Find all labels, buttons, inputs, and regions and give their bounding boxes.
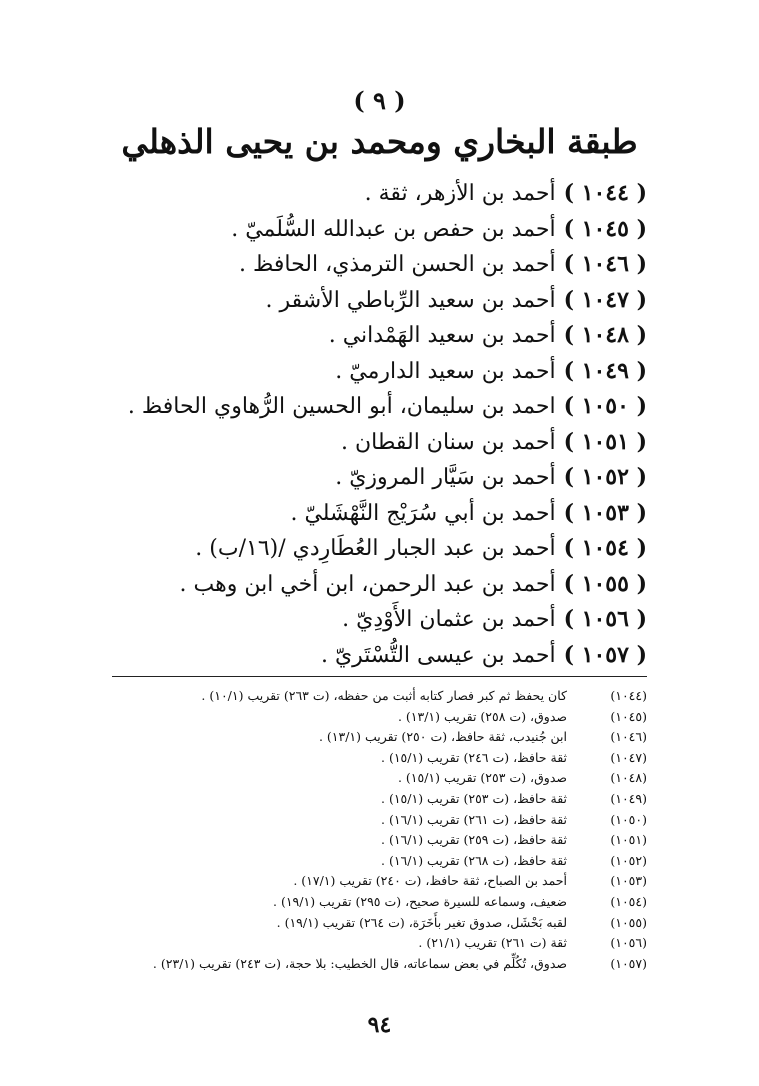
footnote-1056 — [27, 933, 647, 954]
entry-text: أحمد بن سَيَّار المروزيّ . — [335, 465, 556, 490]
footnote-1046 — [27, 727, 647, 748]
entry-text: أحمد بن حفص بن عبدالله السُّلَميّ . — [231, 216, 556, 242]
footnote-1052 — [27, 851, 647, 872]
entry-number: ( ١٠٤٤ ) — [563, 180, 647, 206]
footnote-number: (١٠٤٨) — [610, 770, 647, 786]
entry-number: ( ١٠٥٣ ) — [563, 499, 647, 526]
entry-list — [87, 176, 647, 673]
entry-1049 — [87, 354, 647, 390]
entry-text: أحمد بن عثمان الأَوْدِيّ . — [342, 607, 556, 632]
entry-text: أحمد بن عبد الرحمن، ابن أخي ابن وهب . — [179, 571, 556, 597]
footnote-1048 — [27, 768, 647, 789]
footnote-text: كان يحفظ ثم كبر فصار كتابه أثبت من حفظه، (ت ٢٦٣) تقريب (١٠/١) . — [201, 688, 567, 703]
footnote-number: (١٠٤٧) — [610, 749, 647, 765]
footnote-number: (١٠٤٦) — [610, 729, 647, 745]
footnote-1047 — [27, 748, 647, 769]
footnote-1054 — [27, 892, 647, 913]
footnote-number: (١٠٥٠) — [610, 811, 647, 827]
footnote-number: (١٠٤٩) — [610, 790, 647, 806]
entry-number: ( ١٠٥٤ ) — [563, 535, 647, 561]
footnote-1057 — [27, 954, 647, 975]
entry-number: ( ١٠٤٩ ) — [563, 357, 647, 384]
entry-text: أحمد بن سعيد الهَمْداني . — [328, 323, 556, 348]
footnote-number: (١٠٥٧) — [610, 955, 647, 971]
section-title: طبقة البخاري ومحمد بن يحيى الذهلي — [121, 122, 638, 161]
entry-number: ( ١٠٤٧ ) — [563, 286, 647, 313]
entry-1047 — [87, 283, 647, 319]
entry-1055 — [87, 567, 647, 603]
entry-1056 — [87, 602, 647, 638]
footnote-text: ثقة حافظ، (ت ٢٥٩) تقريب (١٦/١) . — [381, 832, 567, 848]
footnote-number: (١٠٥٦) — [610, 935, 647, 951]
footnote-text: ضعيف، وسماعه للسيرة صحيح، (ت ٢٩٥) تقريب (١٩/١) . — [273, 893, 567, 909]
footnote-1049 — [27, 789, 647, 810]
entry-1051 — [87, 425, 647, 461]
footnote-text: صدوق، تُكُلِّم في بعض سماعاته، قال الخطيب: بلا حجة، (ت ٢٤٣) تقريب (٢٣/١) . — [152, 955, 567, 971]
footnote-text: ثقة (ت ٢٦١) تقريب (٢١/١) . — [418, 935, 567, 951]
entry-number: ( ١٠٤٨ ) — [563, 322, 647, 348]
footnote-divider — [112, 676, 647, 677]
entry-text: أحمد بن الحسن الترمذي، الحافظ . — [239, 252, 556, 277]
footnote-1045 — [27, 707, 647, 728]
entry-number: ( ١٠٤٥ ) — [563, 215, 647, 242]
footnote-number: (١٠٥١) — [610, 832, 647, 848]
footnote-number: (١٠٤٤) — [610, 688, 647, 703]
footnote-list — [27, 686, 647, 974]
footnote-1055 — [27, 913, 647, 934]
entry-text: أحمد بن سعيد الدارميّ . — [335, 358, 556, 384]
entry-number: ( ١٠٥٧ ) — [563, 641, 647, 668]
entry-1057 — [87, 638, 647, 674]
footnote-number: (١٠٥٢) — [610, 852, 647, 868]
entry-1052 — [87, 460, 647, 496]
entry-1045 — [87, 212, 647, 248]
footnote-text: ثقة حافظ، (ت ٢٦١) تقريب (١٦/١) . — [381, 811, 567, 827]
footnote-text: صدوق، (ت ٢٥٣) تقريب (١٥/١) . — [397, 770, 567, 786]
footnote-1044 — [27, 686, 647, 707]
entry-1053 — [87, 496, 647, 532]
footnote-1050 — [27, 810, 647, 831]
entry-number: ( ١٠٤٦ ) — [563, 251, 647, 277]
footnote-text: صدوق، (ت ٢٥٨) تقريب (١٣/١) . — [397, 708, 567, 724]
footnote-text: ثقة حافظ، (ت ٢٥٣) تقريب (١٥/١) . — [381, 790, 567, 806]
entry-text: أحمد بن أبي سُرَيْج النَّهْشَليّ . — [290, 500, 556, 526]
entry-text: أحمد بن سعيد الرِّباطي الأشقر . — [265, 287, 556, 313]
footnote-number: (١٠٥٥) — [610, 914, 647, 930]
footnote-text: ثقة حافظ، (ت ٢٤٦) تقريب (١٥/١) . — [381, 749, 567, 765]
section-number: ( ٩ ) — [353, 86, 406, 115]
footnote-number: (١٠٥٤) — [610, 893, 647, 909]
entry-text: احمد بن سليمان، أبو الحسين الرُّهاوي الحافظ . — [127, 394, 556, 419]
entry-1044 — [87, 176, 647, 212]
footnote-1051 — [27, 830, 647, 851]
entry-text: أحمد بن سنان القطان . — [340, 429, 556, 455]
entry-1054 — [87, 531, 647, 567]
footnote-text: ثقة حافظ، (ت ٢٦٨) تقريب (١٦/١) . — [381, 852, 567, 868]
footnote-number: (١٠٥٣) — [610, 873, 647, 889]
entry-text: أحمد بن الأزهر، ثقة . — [364, 181, 556, 206]
footnote-1053 — [27, 871, 647, 892]
entry-number: ( ١٠٥١ ) — [563, 428, 647, 455]
page-number: ٩٤ — [367, 1012, 392, 1038]
footnote-number: (١٠٤٥) — [610, 708, 647, 724]
entry-number: ( ١٠٥٠ ) — [563, 393, 647, 419]
entry-text: أحمد بن عبد الجبار العُطَارِدي /(١٦/ب) . — [195, 536, 556, 561]
footnote-text: أحمد بن الصباح، ثقة حافظ، (ت ٢٤٠) تقريب (١٧/١) . — [293, 873, 567, 889]
entry-1048 — [87, 318, 647, 354]
entry-number: ( ١٠٥٥ ) — [563, 570, 647, 597]
entry-number: ( ١٠٥٢ ) — [563, 464, 647, 490]
entry-text: أحمد بن عيسى التُّسْتَريّ . — [320, 642, 556, 668]
entry-number: ( ١٠٥٦ ) — [563, 606, 647, 632]
entry-1046 — [87, 247, 647, 283]
entry-1050 — [87, 389, 647, 425]
footnote-text: ابن جُنيدب، ثقة حافظ، (ت ٢٥٠) تقريب (١٣/١) . — [318, 729, 567, 745]
footnote-text: لقبه بَحْشَل، صدوق تغير بأَخَرَة، (ت ٢٦٤) تقريب (١٩/١) . — [276, 914, 567, 930]
